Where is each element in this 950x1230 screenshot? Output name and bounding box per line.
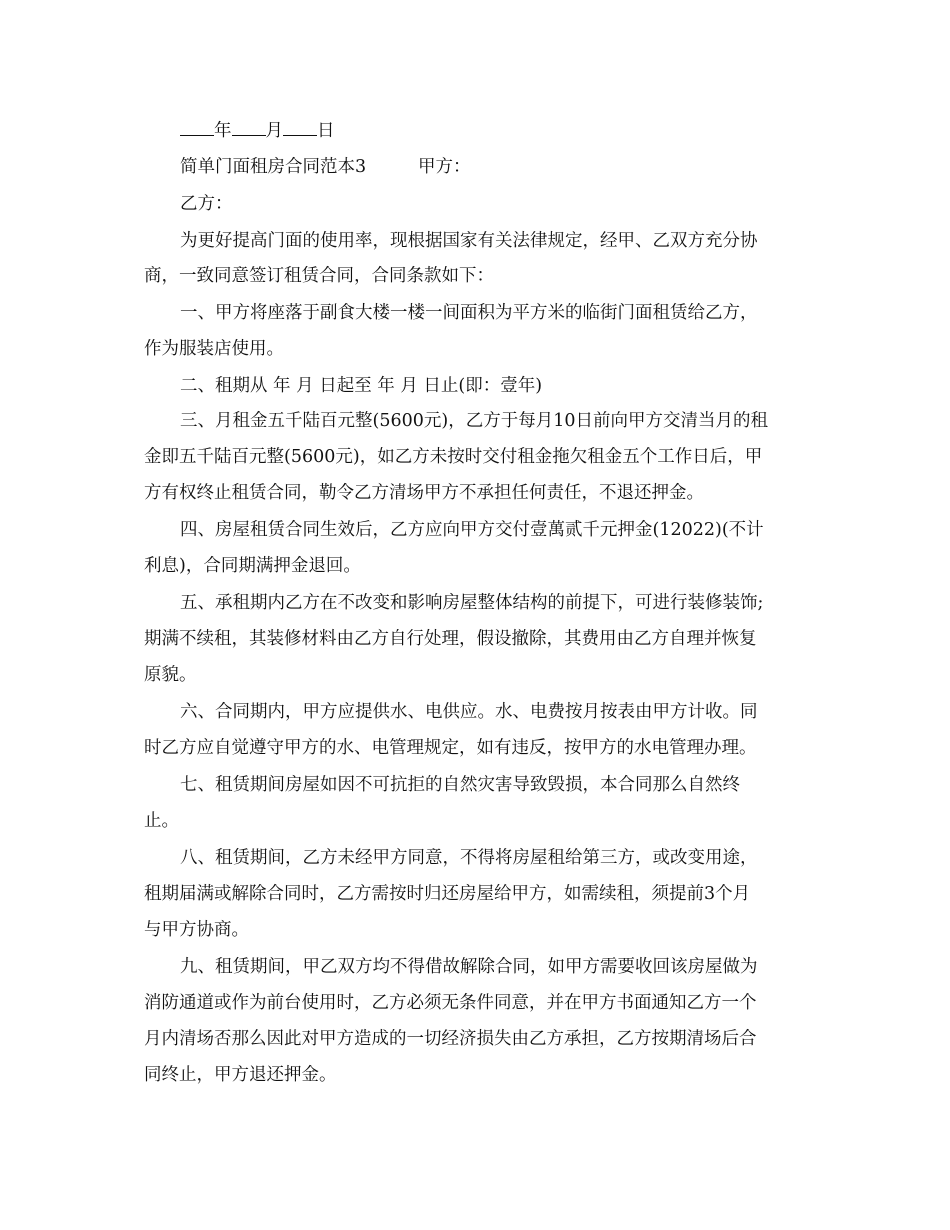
paragraph-line: 同终止，甲方退还押金。 <box>144 1065 337 1085</box>
paragraph-line: 金即五千陆百元整(5600元)，如乙方未按时交付租金拖欠租金五个工作日后，甲 <box>144 447 763 467</box>
paragraph-line: 期满不续租，其装修材料由乙方自行处理，假设撤除，其费用由乙方自理并恢复 <box>144 629 757 649</box>
document-title: 简单门面租房合同范本3 <box>180 157 367 177</box>
paragraph-line: 五、承租期内乙方在不改变和影响房屋整体结构的前提下，可进行装修装饰; <box>180 593 764 613</box>
paragraph-line: 方有权终止租赁合同，勒令乙方清场甲方不承担任何责任，不退还押金。 <box>144 483 704 503</box>
paragraph-line: 原貌。 <box>144 665 197 685</box>
party-a-label: 甲方： <box>418 157 471 177</box>
paragraph-line: 作为服装店使用。 <box>144 339 284 359</box>
day-label: 日 <box>317 121 335 141</box>
year-blank <box>180 121 214 136</box>
paragraph-line: 月内清场否那么因此对甲方造成的一切经济损失由乙方承担，乙方按期清场后合 <box>144 1029 757 1049</box>
paragraph-line: 商，一致同意签订租赁合同，合同条款如下： <box>144 266 494 286</box>
paragraph-line: 消防通道或作为前台使用时，乙方必须无条件同意，并在甲方书面通知乙方一个 <box>144 993 757 1013</box>
paragraph-line: 为更好提高门面的使用率，现根据国家有关法律规定，经甲、乙双方充分协 <box>180 231 758 251</box>
paragraph-line: 一、甲方将座落于副食大楼一楼一间面积为平方米的临街门面租赁给乙方， <box>180 303 758 323</box>
paragraph-line: 与甲方协商。 <box>144 920 249 940</box>
paragraph-line: 八、租赁期间，乙方未经甲方同意，不得将房屋租给第三方，或改变用途， <box>180 848 758 868</box>
paragraph-line: 三、月租金五千陆百元整(5600元)，乙方于每月10日前向甲方交清当月的租 <box>180 411 768 431</box>
paragraph-line: 利息)，合同期满押金退回。 <box>144 556 361 576</box>
paragraph-line: 四、房屋租赁合同生效后，乙方应向甲方交付壹萬贰千元押金(12022)(不计 <box>180 520 764 540</box>
paragraph-line: 时乙方应自觉遵守甲方的水、电管理规定，如有违反，按甲方的水电管理办理。 <box>144 738 757 758</box>
date-line <box>180 120 335 142</box>
month-blank <box>232 121 266 136</box>
paragraph-line: 九、租赁期间，甲乙双方均不得借故解除合同，如甲方需要收回该房屋做为 <box>180 957 758 977</box>
year-label: 年 <box>214 121 232 141</box>
paragraph-line: 六、合同期内，甲方应提供水、电供应。水、电费按月按表由甲方计收。同 <box>180 702 758 722</box>
paragraph-line: 二、租期从 年 月 日起至 年 月 日止(即：壹年) <box>180 376 543 396</box>
paragraph-line: 七、租赁期间房屋如因不可抗拒的自然灾害导致毁损，本合同那么自然终 <box>180 775 740 795</box>
day-blank <box>283 121 317 136</box>
month-label: 月 <box>265 121 283 141</box>
paragraph-line: 租期届满或解除合同时，乙方需按时归还房屋给甲方，如需续租，须提前3个月 <box>144 884 751 904</box>
party-b-label: 乙方： <box>180 194 233 214</box>
paragraph-line: 止。 <box>144 811 179 831</box>
